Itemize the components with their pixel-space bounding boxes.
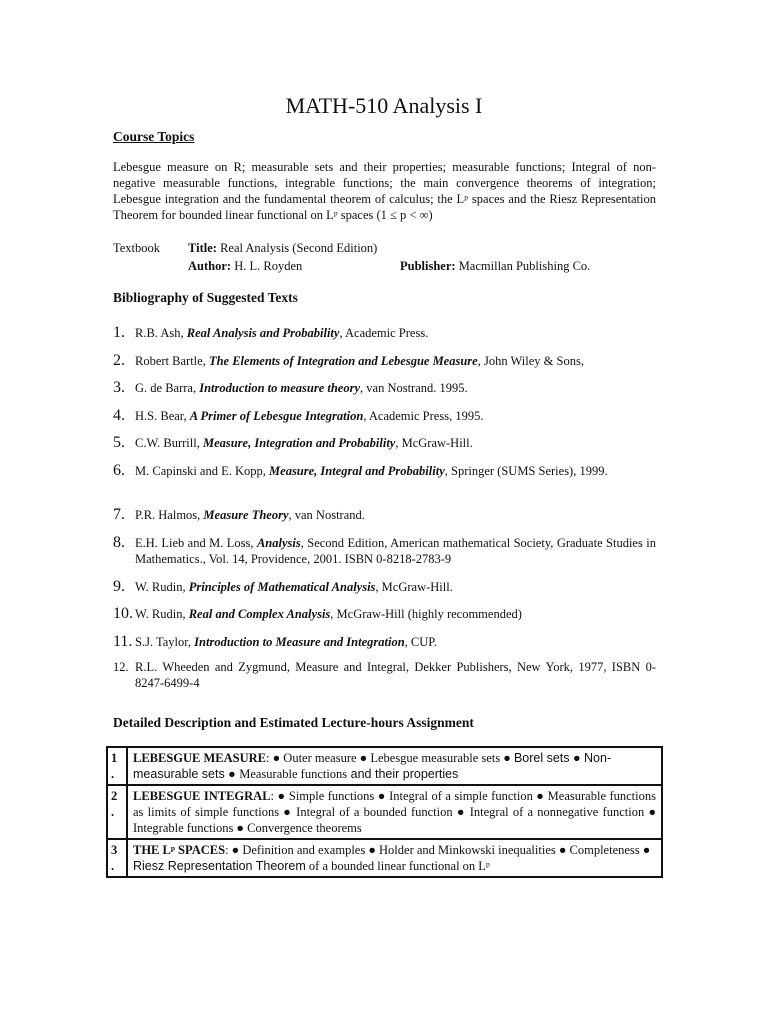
textbook-publisher-value: Macmillan Publishing Co. (458, 259, 591, 273)
list-item-text (135, 535, 656, 567)
bib-rest: , Academic Press, 1995. (363, 409, 484, 423)
list-item-number: 5. (113, 434, 125, 451)
row-text-part: : ● Definition and examples ● Holder and Minkowski inequalities ● Completeness ● (225, 843, 651, 857)
list-item-text (135, 325, 656, 341)
list-item-text (135, 507, 656, 523)
list-item (113, 659, 656, 691)
row-heading: THE Lᵖ SPACES (133, 843, 226, 857)
list-item-number: 6. (113, 462, 125, 479)
bib-author: H.S. Bear, (135, 409, 190, 423)
course-topics-heading: Course Topics (113, 129, 195, 144)
list-item-number: 2. (113, 352, 125, 369)
textbook-title (188, 240, 377, 256)
bib-author: R.B. Ash, (135, 326, 187, 340)
textbook-publisher-label: Publisher: (400, 259, 456, 273)
bib-book-title: Introduction to Measure and Integration (194, 635, 405, 649)
bib-rest: , McGraw-Hill. (395, 436, 473, 450)
bib-author: W. Rudin, (135, 607, 189, 621)
textbook-author (188, 258, 302, 274)
bib-rest: , McGraw-Hill (highly recommended) (330, 607, 522, 621)
bib-rest: , McGraw-Hill. (375, 580, 453, 594)
bib-book-title: The Elements of Integration and Lebesgue Measure (208, 354, 478, 368)
bib-book-title: Principles of Mathematical Analysis (188, 580, 376, 594)
bib-author: Robert Bartle, (135, 354, 209, 368)
list-item-text (135, 634, 656, 650)
row-text-part: and their properties (347, 767, 459, 781)
bib-rest: , CUP. (404, 635, 437, 649)
row-heading: LEBESGUE INTEGRAL (133, 789, 271, 803)
row-number (107, 839, 127, 877)
page-title: MATH-510 Analysis I (285, 93, 483, 118)
bibliography-heading: Bibliography of Suggested Texts (113, 290, 298, 305)
bib-book-title: A Primer of Lebesgue Integration (189, 409, 364, 423)
list-item-text (135, 380, 656, 396)
bib-rest: , John Wiley & Sons, (477, 354, 584, 368)
list-item (113, 325, 656, 341)
bib-rest: , Academic Press. (339, 326, 429, 340)
lecture-description-table (106, 746, 663, 878)
row-text-part: Measurable functions (239, 767, 348, 781)
list-item-text (135, 435, 656, 451)
bib-author: R.L. Wheeden and Zygmund, Measure and Integral, Dekker Publishers, New York, 1977, ISBN 0-8247-6499-4 (135, 660, 656, 690)
row-text-part: Borel sets ● Non-measurable sets ● (133, 751, 612, 781)
list-item (113, 535, 656, 567)
bib-author: C.W. Burrill, (135, 436, 203, 450)
list-item (113, 507, 656, 523)
bib-rest: , Second Edition, American mathematical Society, Graduate Studies in Mathematics., Vol. 14, Providence, 2001. ISBN 0-8218-2783-9 (135, 536, 656, 566)
row-number (107, 747, 127, 785)
list-item (113, 353, 656, 369)
row-text-part: : ● Simple functions ● Integral of a simple function ● Measurable functions as limits of simple functions ● Integral of a bounded function ● Integral of a nonnegative function ● Integrable functions ● Convergence theorems (133, 789, 656, 835)
bib-author: P.R. Halmos, (135, 508, 204, 522)
row-text-part: Riesz Representation Theorem (133, 859, 306, 873)
row-number-text: 1 . (111, 751, 118, 781)
list-item-text (135, 408, 656, 424)
row-text-part: : ● Outer measure ● Lebesgue measurable sets ● (266, 751, 514, 765)
bib-author: G. de Barra, (135, 381, 200, 395)
list-item-number: 3. (113, 379, 125, 396)
bib-book-title: Real and Complex Analysis (188, 607, 331, 621)
list-item-number: 10. (113, 605, 133, 622)
description-heading: Detailed Description and Estimated Lecture-hours Assignment (113, 715, 474, 730)
list-item-text (135, 579, 656, 595)
table-row (107, 747, 662, 785)
course-topics-text: Lebesgue measure on R; measurable sets and their properties; measurable functions; Integral of non-negative measurable functions, integrable functions; the main convergence theorems of integration; Lebesgue integration and the fundamental theorem of calculus; the Lᵖ spaces and the Riesz Representation Theorem for bounded linear functional on Lᵖ spaces (1 ≤ p < ∞) (113, 160, 656, 222)
list-item-text (135, 463, 656, 479)
row-number-text: 2 . (111, 789, 118, 819)
bib-author: W. Rudin, (135, 580, 189, 594)
bib-book-title: Measure, Integration and Probability (202, 436, 396, 450)
list-item-number: 11. (113, 633, 133, 650)
bib-author: S.J. Taylor, (135, 635, 195, 649)
bib-rest: , van Nostrand. (288, 508, 365, 522)
textbook-label: Textbook (113, 241, 161, 255)
table-row (107, 785, 662, 839)
bib-book-title: Measure Theory (203, 508, 289, 522)
bib-rest: , Springer (SUMS Series), 1999. (444, 464, 608, 478)
list-item (113, 408, 656, 424)
list-item-text (135, 353, 656, 369)
list-item-number: 7. (113, 506, 125, 523)
list-item (113, 380, 656, 396)
list-item (113, 463, 656, 479)
textbook-title-label: Title: (188, 241, 217, 255)
row-content (127, 747, 662, 785)
list-item (113, 606, 656, 622)
row-number-text: 3 . (111, 843, 118, 873)
list-item-text (135, 659, 656, 691)
list-item (113, 579, 656, 595)
list-item-number: 4. (113, 407, 125, 424)
textbook-author-value: H. L. Royden (234, 259, 303, 273)
list-item-number: 9. (113, 578, 125, 595)
row-heading: LEBESGUE MEASURE (133, 751, 267, 765)
textbook-title-value: Real Analysis (Second Edition) (220, 241, 378, 255)
bib-book-title: Introduction to measure theory (199, 381, 361, 395)
list-item-text (135, 606, 656, 622)
bib-rest: , van Nostrand. 1995. (360, 381, 468, 395)
row-content (127, 839, 662, 877)
textbook-publisher (400, 258, 590, 274)
bib-book-title: Real Analysis and Probability (186, 326, 340, 340)
list-item-number: 8. (113, 534, 125, 551)
list-item-number: 1. (113, 324, 125, 341)
bib-book-title: Measure, Integral and Probability (269, 464, 445, 478)
list-item (113, 435, 656, 451)
row-text-part: of a bounded linear functional on Lᵖ (305, 859, 490, 873)
list-item-number: 12. (113, 660, 129, 674)
textbook-author-label: Author: (188, 259, 232, 273)
list-item (113, 634, 656, 650)
table-row (107, 839, 662, 877)
bib-author: E.H. Lieb and M. Loss, (135, 536, 257, 550)
bib-author: M. Capinski and E. Kopp, (135, 464, 270, 478)
bib-book-title: Analysis (256, 536, 301, 550)
row-content (127, 785, 662, 839)
row-number (107, 785, 127, 839)
